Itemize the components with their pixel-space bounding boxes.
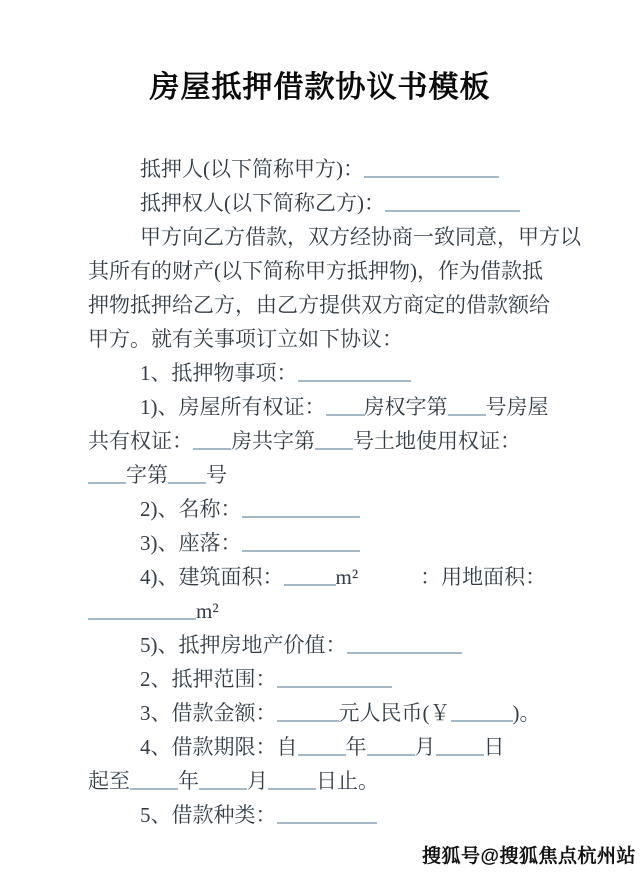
text-segment: 共有权证： <box>88 429 193 453</box>
line-item-4a <box>88 730 554 764</box>
text-segment: 日 <box>483 735 505 759</box>
blank-field <box>448 400 486 416</box>
text-segment: 月 <box>247 769 268 793</box>
line-item-4b <box>88 764 554 798</box>
text-segment: 房权字第 <box>363 395 448 419</box>
blank-field <box>298 740 346 756</box>
blank-field <box>284 570 336 586</box>
text-segment: 年 <box>345 735 367 759</box>
blank-field <box>277 808 377 824</box>
line-item-1-1c <box>88 458 554 492</box>
blank-field <box>326 400 364 416</box>
text-segment: 其所有的财产(以下简称甲方抵押物)，作为借款抵 <box>88 259 543 283</box>
blank-field <box>242 536 360 552</box>
line-preamble-2 <box>88 254 554 288</box>
text-segment: 4)、建筑面积： <box>140 565 284 589</box>
watermark: 搜狐号@搜狐焦点杭州站 <box>421 846 636 867</box>
blank-field <box>315 434 353 450</box>
text-segment: 房共字第 <box>231 429 315 453</box>
text-segment: 字第 <box>126 463 168 487</box>
line-item-1-1a <box>88 390 554 424</box>
text-segment: 号土地使用权证： <box>353 429 521 453</box>
blank-field <box>367 740 415 756</box>
text-segment: 1、抵押物事项： <box>140 361 298 385</box>
line-item-1-4b <box>88 594 554 628</box>
text-segment: 5、借款种类： <box>140 803 277 827</box>
text-segment: 元人民币(￥ <box>338 701 451 725</box>
text-segment: 日止。 <box>316 769 379 793</box>
text-segment: 起至 <box>88 769 130 793</box>
line-item-5 <box>88 798 554 832</box>
line-item-1-4a <box>88 560 554 594</box>
text-segment: 抵押权人(以下简称乙方)： <box>140 191 385 215</box>
blank-field <box>451 706 513 722</box>
line-preamble-4 <box>88 322 554 356</box>
blank-field <box>268 774 316 790</box>
blank-field <box>88 604 196 620</box>
text-segment: 4、借款期限：自 <box>140 735 298 759</box>
blank-field <box>199 774 247 790</box>
text-segment: 月 <box>414 735 436 759</box>
blank-field <box>277 706 339 722</box>
blank-field <box>385 196 520 212</box>
text-segment: 年 <box>178 769 199 793</box>
text-segment: 抵押人(以下简称甲方)： <box>140 157 364 181</box>
line-item-3 <box>88 696 554 730</box>
text-segment: 2)、名称： <box>140 497 242 521</box>
document-body <box>88 152 581 832</box>
blank-field <box>436 740 484 756</box>
blank-field <box>298 366 411 382</box>
blank-field <box>364 162 499 178</box>
line-item-1 <box>88 356 554 390</box>
text-segment: 甲方向乙方借款，双方经协商一致同意，甲方以 <box>140 225 581 249</box>
text-segment: )。 <box>512 701 541 725</box>
text-segment: 3)、座落： <box>140 531 242 555</box>
line-item-1-2 <box>88 492 554 526</box>
text-segment: 押物抵押给乙方，由乙方提供双方商定的借款额给 <box>88 293 550 317</box>
blank-field <box>347 638 462 654</box>
blank-field <box>277 672 392 688</box>
line-item-1-1b <box>88 424 554 458</box>
text-segment: 3、借款金额： <box>140 701 277 725</box>
text-segment: 1)、房屋所有权证： <box>140 395 326 419</box>
text-segment: m² <box>335 565 359 589</box>
line-mortgagee <box>88 186 554 220</box>
text-segment: 号房屋 <box>485 395 549 419</box>
blank-field <box>88 468 126 484</box>
line-item-1-5 <box>88 628 554 662</box>
text-segment: 5)、抵押房地产价值： <box>140 633 347 657</box>
line-preamble-1 <box>88 220 581 254</box>
blank-field <box>193 434 231 450</box>
spacer <box>358 583 420 584</box>
blank-field <box>168 468 206 484</box>
line-mortgagor <box>88 152 554 186</box>
text-segment: m² <box>196 599 219 623</box>
text-segment: ：用地面积： <box>420 565 547 589</box>
blank-field <box>130 774 178 790</box>
blank-field <box>242 502 360 518</box>
line-preamble-3 <box>88 288 554 322</box>
line-item-2 <box>88 662 554 696</box>
line-item-1-3 <box>88 526 554 560</box>
text-segment: 2、抵押范围： <box>140 667 277 691</box>
document-title: 房屋抵押借款协议书模板 <box>149 71 491 104</box>
text-segment: 甲方。就有关事项订立如下协议： <box>88 327 403 351</box>
text-segment: 号 <box>206 463 227 487</box>
